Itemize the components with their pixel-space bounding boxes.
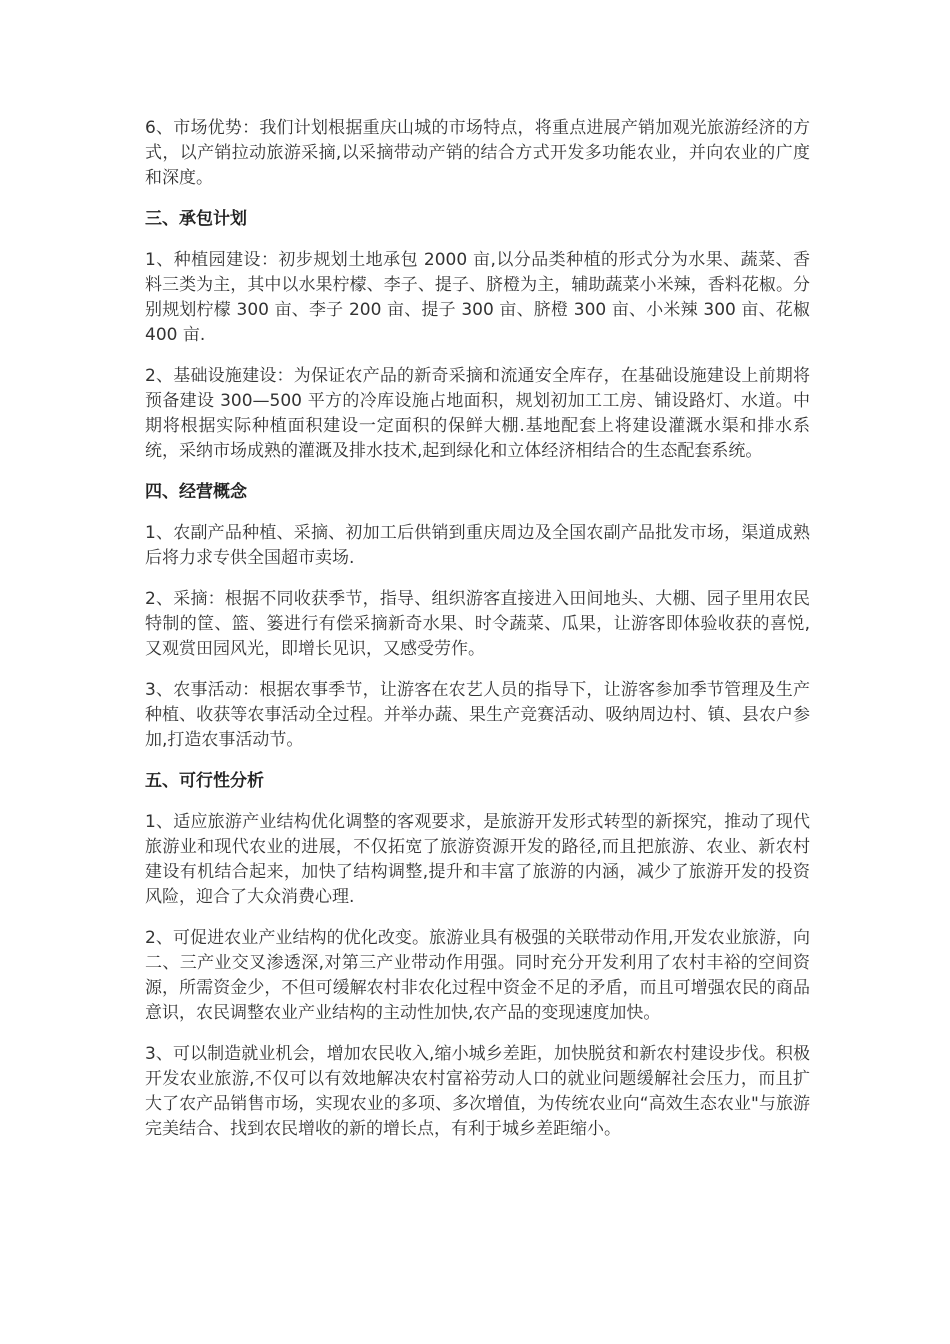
section-heading-contract-plan: 三、承包计划 — [145, 209, 247, 229]
section-heading-feasibility-analysis: 五、可行性分析 — [145, 771, 264, 791]
paragraph-employment: 3、可以制造就业机会，增加农民收入,缩小城乡差距，加快脱贫和新农村建设步伐。积极开发农业旅游,不仅可以有效地解决农村富裕劳动人口的就业问题缓解社会压力，而且扩大了农产品销售市场，实现农业的多项、多次增值，为传统农业向“高效生态农业"与旅游完美结合、找到农民增收的新的增长点，有利于城乡差距缩小。 — [145, 1044, 810, 1139]
section-heading-business-concept: 四、经营概念 — [145, 482, 247, 502]
document-page — [145, 116, 810, 1158]
paragraph-farming-activities: 3、农事活动：根据农事季节，让游客在农艺人员的指导下，让游客参加季节管理及生产种植、收获等农事活动全过程。并举办蔬、果生产竞赛活动、吸纳周边村、镇、县农户参加,打造农事活动节。 — [145, 680, 810, 750]
paragraph-market-advantage: 6、市场优势：我们计划根据重庆山城的市场特点，将重点进展产销加观光旅游经济的方式，以产销拉动旅游采摘,以采摘带动产销的结合方式开发多功能农业，并向农业的广度和深度。 — [145, 118, 810, 188]
paragraph-agriculture-structure: 2、可促进农业产业结构的优化改变。旅游业具有极强的关联带动作用,开发农业旅游，向二、三产业交叉渗透深,对第三产业带动作用强。同时充分开发利用了农村丰裕的空间资源，所需资金少，不但可缓解农村非农化过程中资金不足的矛盾，而且可增强农民的商品意识，农民调整农业产业结构的主动性加快,农产品的变现速度加快。 — [145, 928, 810, 1023]
paragraph-plantation-construction: 1、种植园建设：初步规划土地承包 2000 亩,以分品类种植的形式分为水果、蔬菜、香料三类为主，其中以水果柠檬、李子、提子、脐橙为主，辅助蔬菜小米辣，香料花椒。分别规划柠檬 300 亩、李子 200 亩、提子 300 亩、脐橙 300 亩、小米辣 300 亩、花椒 400 亩. — [145, 250, 810, 345]
paragraph-infrastructure-construction: 2、基础设施建设：为保证农产品的新奇采摘和流通安全库存，在基础设施建设上前期将预备建设 300—500 平方的冷库设施占地面积，规划初加工工房、铺设路灯、水道。中期将根据实际种植面积建设一定面积的保鲜大棚.基地配套上将建设灌溉水渠和排水系统，采纳市场成熟的灌溉及排水技术,起到绿化和立体经济相结合的生态配套系统。 — [145, 366, 810, 461]
paragraph-tourism-structure: 1、适应旅游产业结构优化调整的客观要求，是旅游开发形式转型的新探究，推动了现代旅游业和现代农业的进展，不仅拓宽了旅游资源开发的路径,而且把旅游、农业、新农村建设有机结合起来，加快了结构调整,提升和丰富了旅游的内涵，减少了旅游开发的投资风险，迎合了大众消费心理. — [145, 812, 810, 907]
paragraph-picking: 2、采摘：根据不同收获季节，指导、组织游客直接进入田间地头、大棚、园子里用农民特制的筐、篮、篓进行有偿采摘新奇水果、时令蔬菜、瓜果，让游客即体验收获的喜悦,又观赏田园风光，即增长见识，又感受劳作。 — [145, 589, 810, 659]
paragraph-product-sales: 1、农副产品种植、采摘、初加工后供销到重庆周边及全国农副产品批发市场，渠道成熟后将力求专供全国超市卖场. — [145, 523, 810, 568]
